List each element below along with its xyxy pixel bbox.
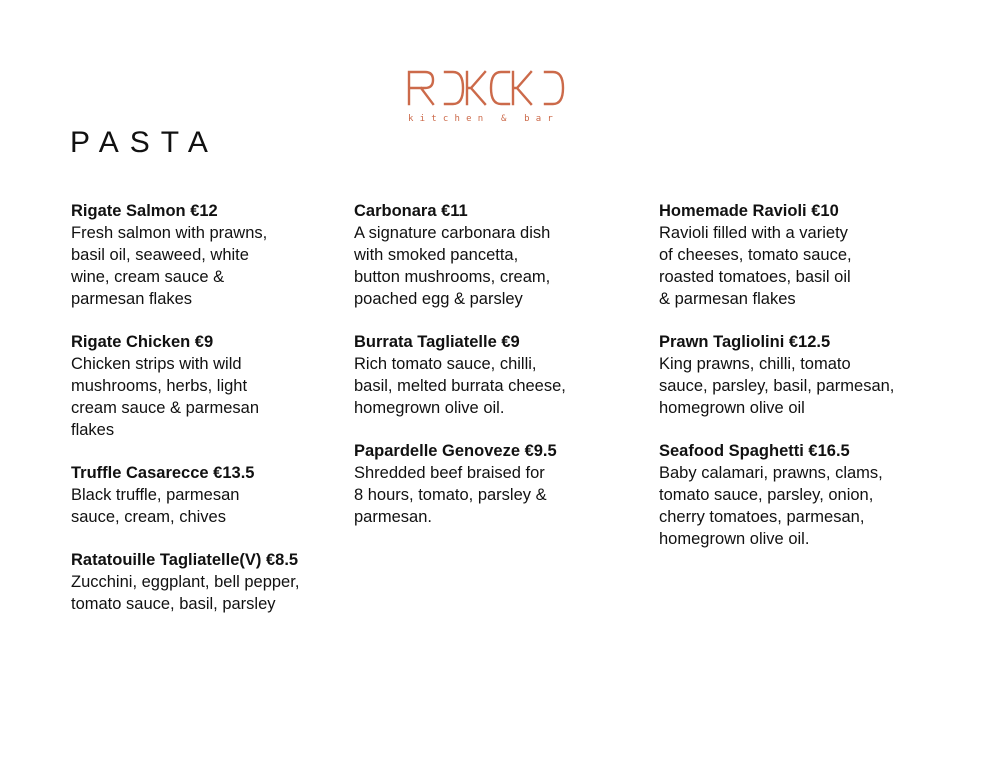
menu-item [354,440,644,528]
dish-description-line: homegrown olive oil. [659,530,810,548]
dish-name: Truffle Casarecce €13.5 [71,464,255,482]
dish-description-line: Ravioli filled with a variety [659,224,848,242]
dish-description-line: tomato sauce, basil, parsley [71,595,276,613]
dish-description-line: homegrown olive oil. [354,399,505,417]
dish-description-line: tomato sauce, parsley, onion, [659,486,874,504]
dish-description-line: with smoked pancetta, [354,246,519,264]
dish-description-line: wine, cream sauce & [71,268,225,286]
dish-description-line: basil oil, seaweed, white [71,246,249,264]
dish-description-line: sauce, parsley, basil, parmesan, [659,377,895,395]
menu-item [71,200,351,310]
dish-name: Burrata Tagliatelle €9 [354,333,520,351]
dish-description-line: Shredded beef braised for [354,464,545,482]
menu-item [71,331,351,441]
dish-description-line: of cheeses, tomato sauce, [659,246,852,264]
menu-item [659,200,959,310]
dish-description-line: Chicken strips with wild [71,355,242,373]
dish-name: Homemade Ravioli €10 [659,202,839,220]
dish-name: Seafood Spaghetti €16.5 [659,442,850,460]
section-title: PASTA [70,126,219,159]
dish-description-line: King prawns, chilli, tomato [659,355,851,373]
dish-description-line: Zucchini, eggplant, bell pepper, [71,573,300,591]
menu-item [71,462,351,528]
dish-description-line: cherry tomatoes, parmesan, [659,508,865,526]
dish-description-line: Baby calamari, prawns, clams, [659,464,883,482]
menu-item [354,331,644,419]
dish-description-line: cream sauce & parmesan [71,399,260,417]
dish-name: Papardelle Genoveze €9.5 [354,442,557,460]
dish-description-line: button mushrooms, cream, [354,268,551,286]
menu-item [71,549,351,615]
dish-description-line: flakes [71,421,115,439]
dish-description-line: parmesan. [354,508,432,526]
dish-description-line: Rich tomato sauce, chilli, [354,355,537,373]
dish-name: Ratatouille Tagliatelle(V) €8.5 [71,551,299,569]
dish-description-line: homegrown olive oil [659,399,805,417]
dish-description-line: basil, melted burrata cheese, [354,377,566,395]
dish-description-line: Black truffle, parmesan [71,486,240,504]
dish-description-line: & parmesan flakes [659,290,796,308]
menu-item [659,440,959,550]
dish-name: Carbonara €11 [354,202,468,220]
dish-description-line: Fresh salmon with prawns, [71,224,268,242]
dish-description-line: parmesan flakes [71,290,193,308]
dish-name: Rigate Salmon €12 [71,202,218,220]
dish-description-line: roasted tomatoes, basil oil [659,268,851,286]
dish-description-line: mushrooms, herbs, light [71,377,248,395]
menu-item [354,200,644,310]
dish-name: Prawn Tagliolini €12.5 [659,333,831,351]
dish-description-line: poached egg & parsley [354,290,523,308]
dish-description-line: A signature carbonara dish [354,224,551,242]
dish-name: Rigate Chicken €9 [71,333,214,351]
dish-description-line: sauce, cream, chives [71,508,226,526]
menu-column [71,200,351,636]
dish-description-line: 8 hours, tomato, parsley & [354,486,547,504]
brand-tagline: kitchen & bar [408,114,560,124]
menu-column [659,200,959,571]
menu-item [659,331,959,419]
menu-column [354,200,644,549]
